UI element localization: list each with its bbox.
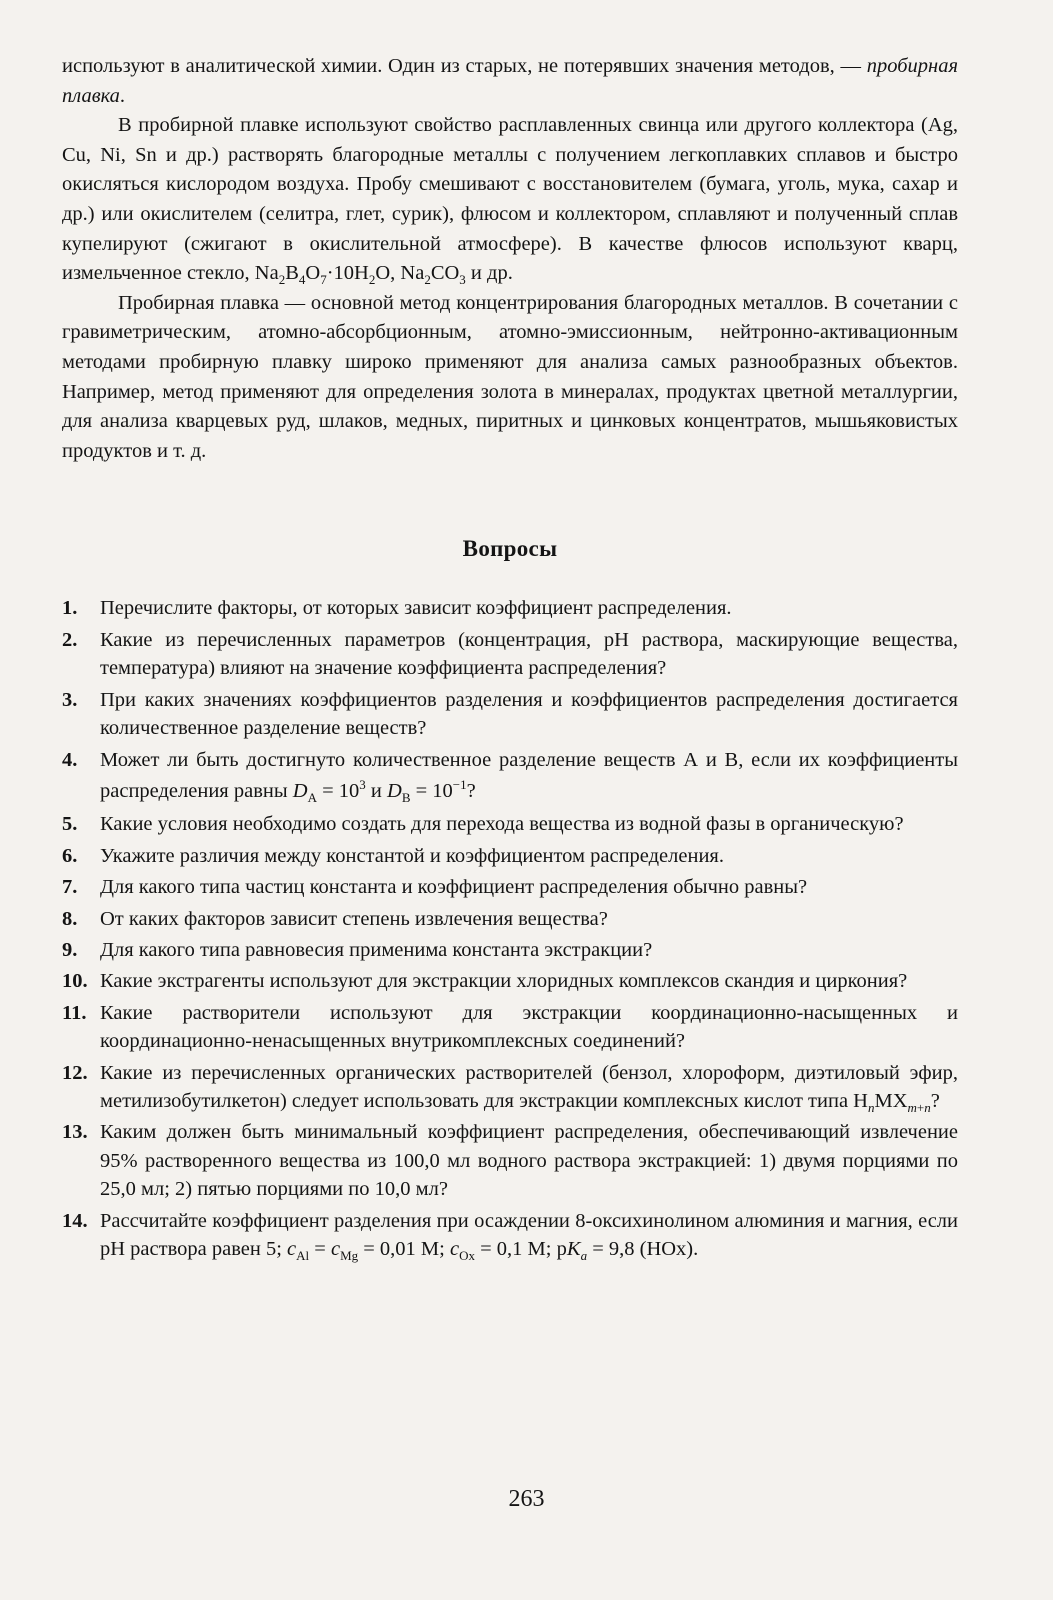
- question-item: [62, 594, 958, 622]
- question-text: Какие условия необходимо создать для перехода вещества из водной фазы в органическую?: [100, 813, 904, 836]
- question-item: 4. Может ли быть достигнуто количественное разделение веществ А и В, если их коэффициенты распределения равны $D_A = 10^3$ и $D_B = 10^{-1}$?: [62, 745, 958, 807]
- question-item: [62, 905, 958, 933]
- question-number: 6.: [62, 844, 78, 867]
- question-text: Какие растворители используют для экстракции координационно-насыщенных и координационно-ненасыщенных внутрикомплексных соединений?: [100, 1001, 958, 1053]
- formula-complex-acid: $H_nMX_{m+n}$: [853, 1090, 931, 1116]
- paragraph-assay-text: В пробирной плавке используют свойство расплавленных свинца или другого коллектора (Ag, Cu, Ni, Sn и др.) растворять благородные металлы с получением легкоплавких сплавов и быстро окисляться кислородом воздуха. Пробу смешивают с восстановителем (бумага, уголь, мука, сахар и др.) или окислителем (селитра, глет, сурик), флюсом и коллектором, сплавляют и полученный сплав купелируют (сжигают в окислительной атмосфере). В качестве флюсов используют кварц, измельченное стекло,: [62, 114, 958, 285]
- question-number: 5.: [62, 813, 78, 836]
- paragraph-intro-text: используют в аналитической химии. Один из старых, не потерявших значения методов, —: [62, 55, 867, 77]
- question-item: [62, 1118, 958, 1203]
- page-content: [62, 52, 958, 1266]
- question-number: 1.: [62, 597, 78, 620]
- questions-list: [62, 594, 958, 1263]
- question-text: Для какого типа равновесия применима константа экстракции?: [100, 938, 653, 961]
- question-number: 12.: [62, 1061, 88, 1084]
- question-item: [62, 842, 958, 870]
- formula-concentrations: $c_{Al} = c_{Mg} = 0,01$ М; $c_{Ox} = 0,1$ М; $pK_a = 9,8$: [287, 1238, 635, 1264]
- question-item: [62, 686, 958, 743]
- question-tail: (HOx).: [639, 1238, 699, 1261]
- question-text: Для какого типа частиц константа и коэффициент распределения обычно равны?: [100, 876, 808, 899]
- question-item: [62, 873, 958, 901]
- section-heading: Вопросы: [462, 536, 558, 562]
- question-text: Рассчитайте коэффициент разделения при осаждении 8-оксихинолином алюминия и магния, если pH раствора равен 5;: [100, 1209, 958, 1261]
- question-item: [62, 1207, 958, 1264]
- question-number: 10.: [62, 970, 88, 993]
- question-number: 7.: [62, 876, 78, 899]
- question-item: [62, 626, 958, 683]
- question-text: Укажите различия между константой и коэффициентом распределения.: [100, 844, 724, 867]
- paragraph-assay-process: В пробирной плавке используют свойство расплавленных свинца или другого коллектора (Ag, Cu, Ni, Sn и др.) растворять благородные металлы с получением легкоплавких сплавов и быстро окисляться кислородом воздуха. Пробу смешивают с восстановителем (бумага, уголь, мука, сахар и др.) или окислителем (селитра, глет, сурик), флюсом и коллектором, сплавляют и полученный сплав купелируют (сжигают в окислительной атмосфере). В качестве флюсов используют кварц, измельченное стекло, $Na_2B_4O_7\cdot 10H_2O$, $Na_2CO_3$ и др.: [62, 114, 958, 288]
- formula-da: D: [292, 780, 308, 803]
- question-text: Перечислите факторы, от которых зависит коэффициент распределения.: [100, 597, 732, 620]
- formula-db: D: [387, 780, 402, 803]
- question-text: Каким должен быть минимальный коэффициент распределения, обеспечивающий извлечение 95% растворенного вещества из 100,0 мл водного раствора экстракцией: 1) двумя порциями по 25,0 мл; 2) пятью порциями по 10,0 мл?: [100, 1121, 958, 1201]
- question-item: [62, 967, 958, 995]
- question-text: От каких факторов зависит степень извлечения вещества?: [100, 907, 608, 930]
- page-number: 263: [508, 1486, 545, 1512]
- question-item: 12. Какие из перечисленных органических растворителей (бензол, хлороформ, диэтиловый эфир, метилизобутилкетон) следует использовать для экстракции комплексных кислот типа $H_nMX_{m+n}$?: [62, 1059, 958, 1116]
- question-item: [62, 936, 958, 964]
- question-number: 3.: [62, 688, 78, 711]
- paragraph-intro-end: .: [119, 84, 126, 107]
- question-number: 13.: [62, 1121, 88, 1144]
- question-number: 14.: [62, 1209, 88, 1232]
- paragraph-assay-end: и др.: [470, 262, 513, 285]
- formula-soda: $Na_2CO_3$: [400, 262, 466, 288]
- question-item: [62, 999, 958, 1056]
- question-text: Какие из перечисленных органических растворителей (бензол, хлороформ, диэтиловый эфир, метилизобутилкетон) следует использовать для экстракции комплексных кислот типа: [100, 1061, 958, 1112]
- question-text: Может ли быть достигнуто количественное разделение веществ А и В, если их коэффициенты распределения равны: [100, 749, 958, 803]
- paragraph-intro: [62, 52, 958, 111]
- formula-borax: $Na_2B_4O_7\cdot 10H_2O$: [254, 262, 391, 288]
- question-text: Какие экстрагенты используют для экстракции хлоридных комплексов скандия и циркония?: [100, 970, 908, 993]
- question-number: 9.: [62, 938, 78, 961]
- question-number: 8.: [62, 907, 78, 930]
- question-item: [62, 810, 958, 838]
- question-number: 11.: [62, 1001, 87, 1024]
- term-assay-fusion: пробирная плавка: [62, 55, 958, 107]
- question-number: 4.: [62, 749, 78, 772]
- question-and: и: [370, 780, 382, 803]
- question-text: Какие из перечисленных параметров (концентрация, pH раствора, маскирующие вещества, температура) влияют на значение коэффициента распределения?: [100, 628, 958, 680]
- question-number: 2.: [62, 628, 78, 651]
- question-text: При каких значениях коэффициентов разделения и коэффициентов распределения достигается количественное разделение веществ?: [100, 688, 958, 739]
- paragraph-applications: Пробирная плавка — основной метод концентрирования благородных металлов. В сочетании с гравиметрическим, атомно-абсорбционным, атомно-эмиссионным, нейтронно-активационным методами пробирную плавку широко применяют для анализа самых разнообразных объектов. Например, метод применяют для определения золота в минералах, продуктах цветной металлургии, для анализа кварцевых руд, шлаков, медных, пиритных и цинковых концентратов, мышьяковистых продуктов и т. д.: [62, 291, 958, 462]
